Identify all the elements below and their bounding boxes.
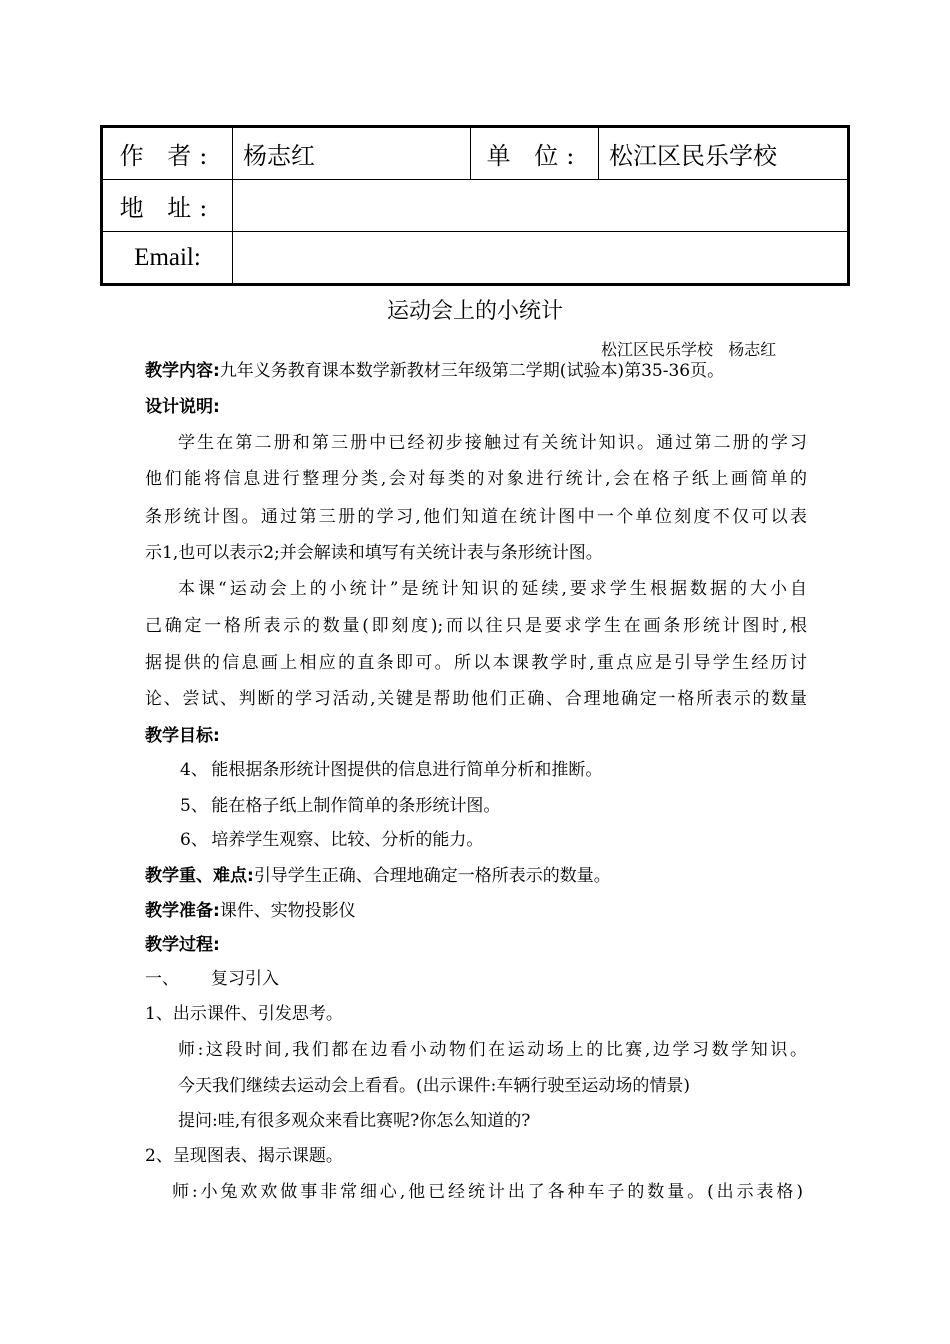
teaching-prep-text: 课件、实物投影仪 [219, 901, 356, 921]
goal-number: 5、 [180, 796, 208, 816]
design-label: 设计说明: [145, 397, 220, 417]
email-value [233, 232, 849, 285]
goal-item [180, 796, 500, 816]
unit-value: 松江区民乐学校 [599, 127, 849, 180]
goal-text: 培养学生观察、比较、分析的能力。 [211, 830, 484, 850]
teaching-prep [145, 901, 356, 921]
email-row [102, 232, 849, 285]
section-heading [145, 969, 279, 989]
design-line-6: 己确定一格所表示的数量(即刻度);而以往只是要求学生在画条形统计图时,根 [145, 616, 807, 636]
teaching-content-label: 教学内容: [145, 361, 220, 381]
key-points-text: 引导学生正确、合理地确定一格所表示的数量。 [253, 866, 611, 886]
step-2-line-1: 师:小兔欢欢做事非常细心,他已经统计出了各种车子的数量。(出示表格) [172, 1182, 803, 1202]
author-row [102, 127, 849, 180]
step-1-heading: 1、出示课件、引发思考。 [145, 1004, 343, 1024]
section-title: 复习引入 [211, 969, 279, 989]
goal-item [180, 760, 602, 780]
design-line-2: 他们能将信息进行整理分类,会对每类的对象进行统计,会在格子纸上画简单的 [145, 469, 807, 489]
author-value: 杨志红 [233, 127, 471, 180]
step-2-heading: 2、呈现图表、揭示课题。 [145, 1146, 343, 1166]
goals-label: 教学目标: [145, 726, 220, 746]
goal-item [180, 830, 483, 850]
unit-label: 单 位: [471, 127, 599, 180]
address-row [102, 180, 849, 232]
email-label: Email: [102, 232, 233, 285]
goal-text: 能根据条形统计图提供的信息进行简单分析和推断。 [211, 760, 603, 780]
design-line-1: 学生在第二册和第三册中已经初步接触过有关统计知识。通过第二册的学习 [178, 433, 807, 453]
author-info-table [100, 125, 850, 286]
step-1-line-1: 师:这段时间,我们都在边看小动物们在运动场上的比赛,边学习数学知识。 [178, 1040, 807, 1060]
step-1-line-2: 今天我们继续去运动会上看看。(出示课件:车辆行驶至运动场的情景) [178, 1076, 690, 1096]
step-1-line-3: 提问:哇,有很多观众来看比赛呢?你怎么知道的? [178, 1111, 531, 1131]
teaching-prep-label: 教学准备: [145, 901, 220, 921]
address-value [233, 180, 849, 232]
process-label: 教学过程: [145, 935, 220, 955]
design-line-4: 示1,也可以表示2;并会解读和填写有关统计表与条形统计图。 [145, 543, 603, 563]
page-title: 运动会上的小统计 [386, 299, 563, 324]
design-line-5: 本课“运动会上的小统计”是统计知识的延续,要求学生根据数据的大小自 [178, 579, 807, 599]
teaching-content-text: 九年义务教育课本数学新教材三年级第二学期(试验本)第35-36页。 [219, 361, 725, 381]
key-points-label: 教学重、难点: [145, 866, 254, 886]
goal-number: 4、 [180, 760, 208, 780]
design-line-7: 据提供的信息画上相应的直条即可。所以本课教学时,重点应是引导学生经历讨 [145, 653, 807, 673]
byline: 松江区民乐学校 杨志红 [601, 340, 777, 359]
teaching-content [145, 361, 724, 381]
design-line-8: 论、尝试、判断的学习活动,关键是帮助他们正确、合理地确定一格所表示的数量 [145, 689, 807, 709]
address-label: 地 址: [102, 180, 233, 232]
goal-number: 6、 [180, 830, 208, 850]
key-points [145, 866, 611, 886]
section-number: 一、 [145, 969, 179, 989]
goal-text: 能在格子纸上制作简单的条形统计图。 [211, 796, 501, 816]
design-line-3: 条形统计图。通过第三册的学习,他们知道在统计图中一个单位刻度不仅可以表 [145, 507, 807, 527]
author-label: 作 者: [102, 127, 233, 180]
